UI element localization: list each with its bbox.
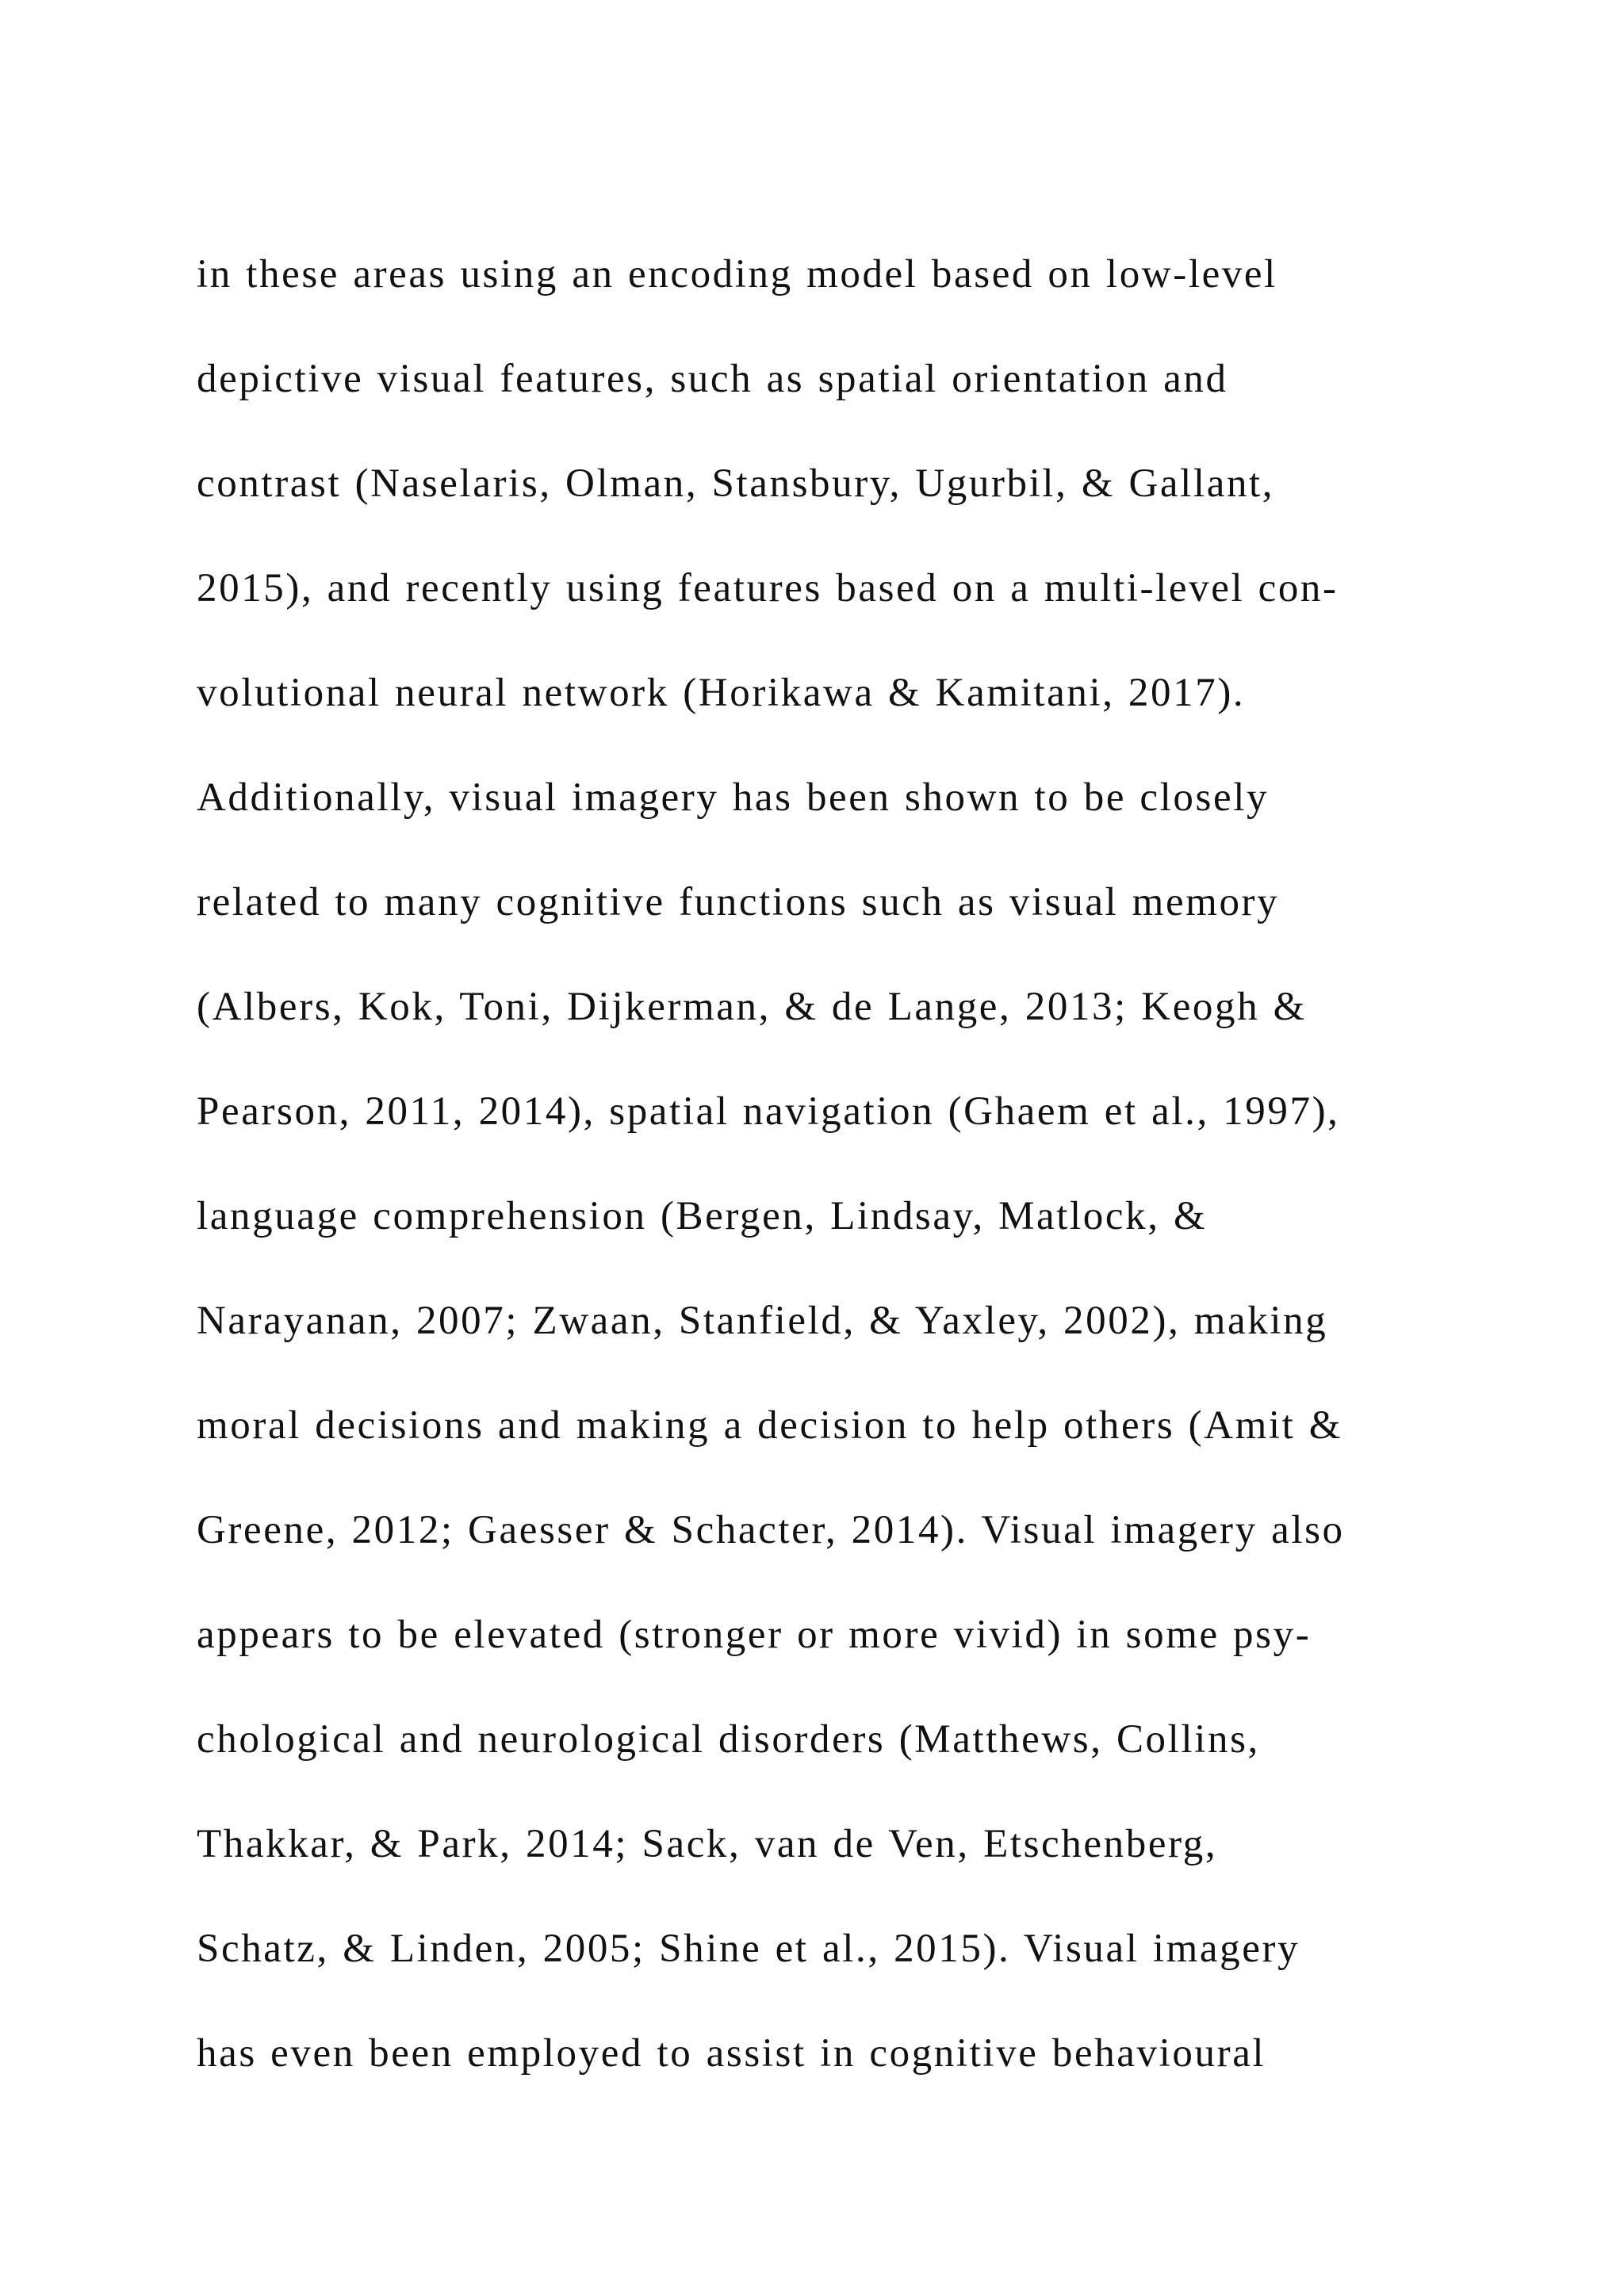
text-line: Narayanan, 2007; Zwaan, Stanfield, & Yaxley, 2002), making [197,1299,1328,1343]
text-line: appears to be elevated (stronger or more vivid) in some psy- [197,1613,1312,1657]
text-line: has even been employed to assist in cognitive behavioural [197,2031,1266,2076]
text-line: Greene, 2012; Gaesser & Schacter, 2014). Visual imagery also [197,1508,1345,1552]
text-line: moral decisions and making a decision to help others (Amit & [197,1403,1343,1448]
text-line: contrast (Naselaris, Olman, Stansbury, Ugurbil, & Gallant, [197,461,1275,506]
text-line: (Albers, Kok, Toni, Dijkerman, & de Lange, 2013; Keogh & [197,985,1307,1029]
text-line: 2015), and recently using features based on a multi-level con- [197,566,1339,610]
text-line: language comprehension (Bergen, Lindsay, Matlock, & [197,1194,1208,1238]
body-paragraph [197,244,1434,2128]
text-line: Thakkar, & Park, 2014; Sack, van de Ven, Etschenberg, [197,1822,1218,1866]
text-line: related to many cognitive functions such as visual memory [197,880,1280,924]
text-line: volutional neural network (Horikawa & Kamitani, 2017). [197,671,1246,715]
text-line: Pearson, 2011, 2014), spatial navigation (Ghaem et al., 1997), [197,1089,1340,1134]
text-line: depictive visual features, such as spatial orientation and [197,357,1228,401]
text-line: Schatz, & Linden, 2005; Shine et al., 2015). Visual imagery [197,1927,1300,1971]
text-line: chological and neurological disorders (Matthews, Collins, [197,1717,1260,1762]
text-line: Additionally, visual imagery has been shown to be closely [197,775,1270,820]
text-line: in these areas using an encoding model based on low-level [197,252,1277,297]
